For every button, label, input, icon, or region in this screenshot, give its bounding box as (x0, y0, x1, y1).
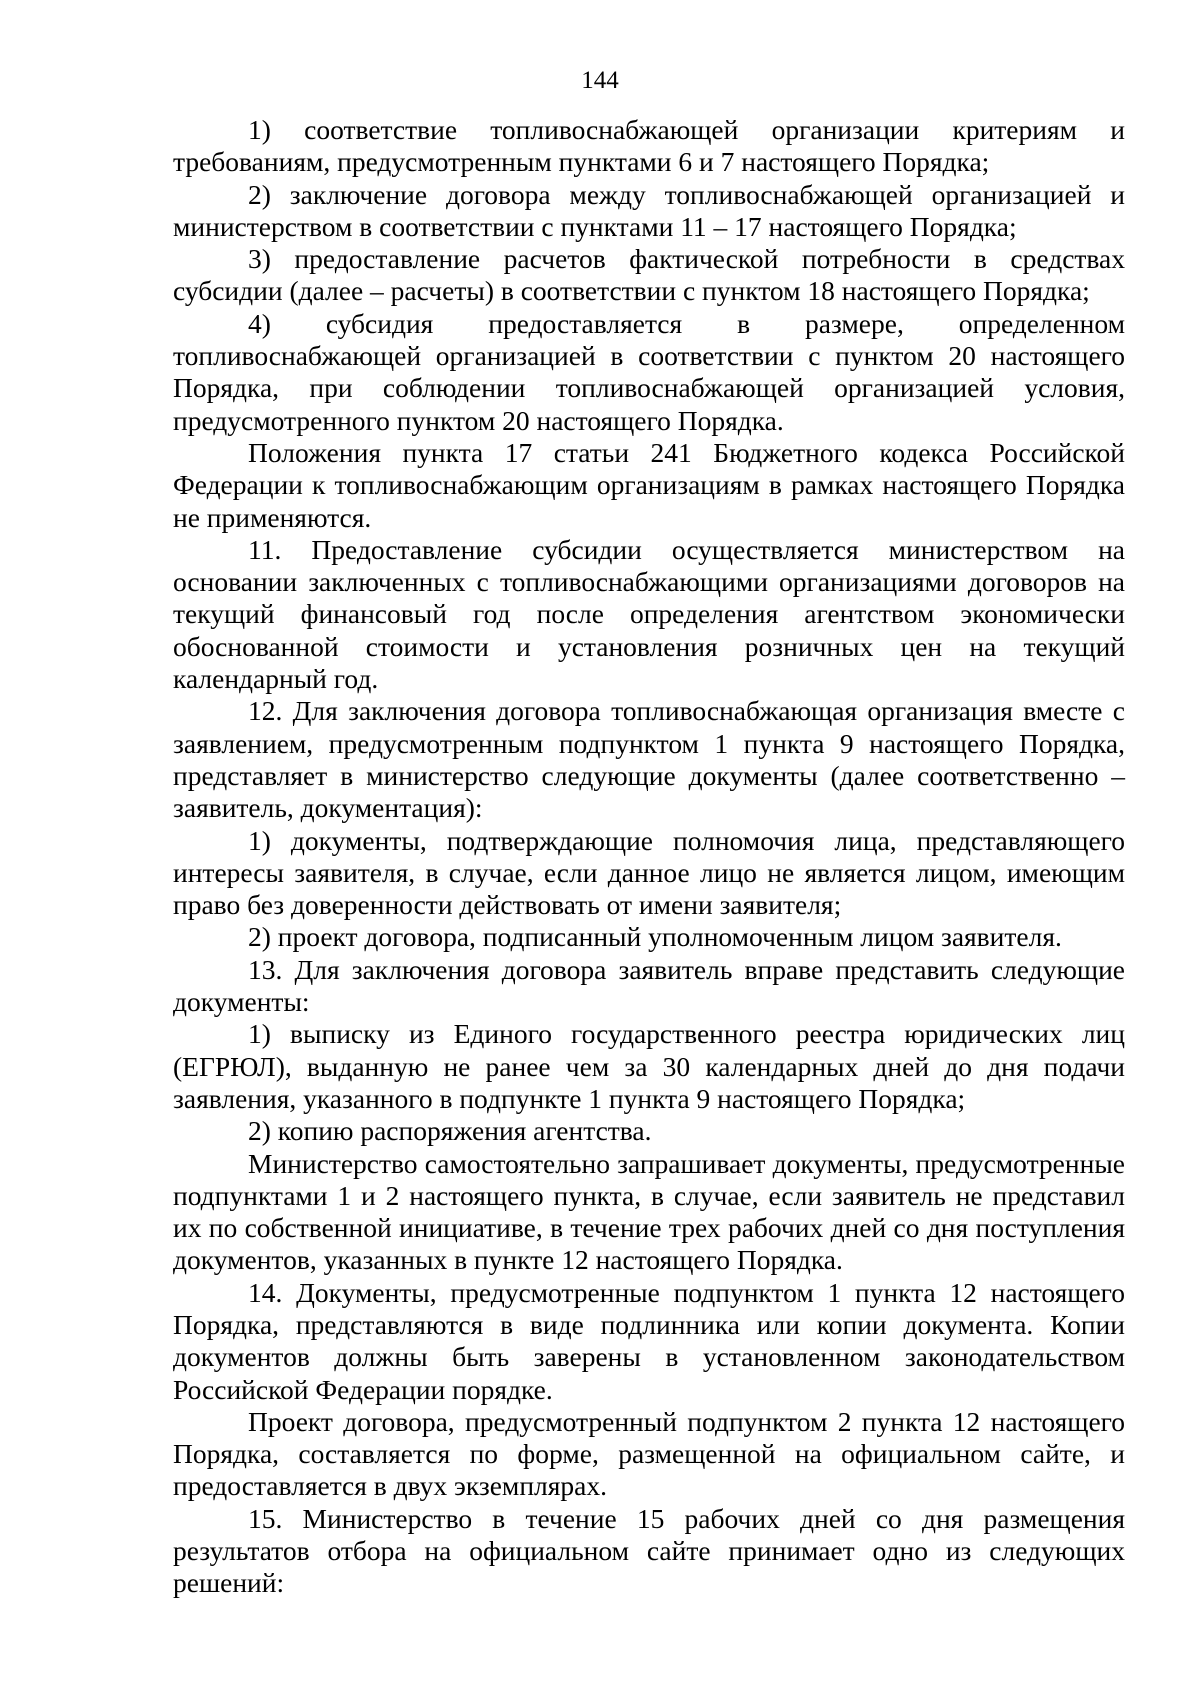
paragraph-subsidy-amount: 4) субсидия предоставляется в размере, определенном топливоснабжающей организацией в соответствии с пунктом 20 настоящего Порядка, при соблюдении топливоснабжающей организацией условия, предусмотренного пунктом 20 настоящего Порядка. (173, 307, 1125, 436)
paragraph-item-15: 15. Министерство в течение 15 рабочих дней со дня размещения результатов отбора на официальном сайте принимает одно из следующих решений: (173, 1502, 1125, 1599)
document-body (173, 114, 1125, 1600)
paragraph-calculations: 3) предоставление расчетов фактической потребности в средствах субсидии (далее – расчеты) в соответствии с пунктом 18 настоящего Порядка; (173, 243, 1125, 307)
paragraph-item-13: 13. Для заключения договора заявитель вправе представить следующие документы: (173, 953, 1125, 1018)
paragraph-contract-conclusion: 2) заключение договора между топливоснабжающей организацией и министерством в соответствии с пунктами 11 – 17 настоящего Порядка; (173, 178, 1125, 242)
paragraph-item-12-sub-2: 2) проект договора, подписанный уполномоченным лицом заявителя. (248, 921, 1062, 953)
paragraph-budget-code-provisions: Положения пункта 17 статьи 241 Бюджетного кодекса Российской Федерации к топливоснабжающим организациям в рамках настоящего Порядка не применяются. (173, 436, 1125, 533)
paragraph-contract-draft: Проект договора, предусмотренный подпунктом 2 пункта 12 настоящего Порядка, составляется по форме, размещенной на официальном сайте, и предоставляется в двух экземплярах. (173, 1405, 1125, 1502)
paragraph-item-12-sub-1: 1) документы, подтверждающие полномочия лица, представляющего интересы заявителя, в случае, если данное лицо не является лицом, имеющим право без доверенности действовать от имени заявителя; (173, 824, 1125, 921)
paragraph-item-11: 11. Предоставление субсидии осуществляется министерством на основании заключенных с топливоснабжающими организациями договоров на текущий финансовый год после определения агентством экономически обоснованной стоимости и установления розничных цен на текущий календарный год. (173, 533, 1125, 695)
paragraph-item-13-sub-2: 2) копию распоряжения агентства. (248, 1115, 652, 1147)
paragraph-item-14: 14. Документы, предусмотренные подпунктом 1 пункта 12 настоящего Порядка, представляются в виде подлинника или копии документа. Копии документов должны быть заверены в установленном законодательством Российской Федерации порядке. (173, 1276, 1125, 1405)
paragraph-criteria-compliance: 1) соответствие топливоснабжающей организации критериям и требованиям, предусмотренным пунктами 6 и 7 настоящего Порядка; (173, 114, 1125, 178)
paragraph-ministry-requests: Министерство самостоятельно запрашивает документы, предусмотренные подпунктами 1 и 2 настоящего пункта, в случае, если заявитель не представил их по собственной инициативе, в течение трех рабочих дней со дня поступления документов, указанных в пункте 12 настоящего Порядка. (173, 1147, 1125, 1276)
paragraph-item-12: 12. Для заключения договора топливоснабжающая организация вместе с заявлением, предусмотренным подпунктом 1 пункта 9 настоящего Порядка, представляет в министерство следующие документы (далее соответственно – заявитель, документация): (173, 695, 1125, 824)
paragraph-item-13-sub-1: 1) выписку из Единого государственного реестра юридических лиц (ЕГРЮЛ), выданную не ранее чем за 30 календарных дней до дня подачи заявления, указанного в подпункте 1 пункта 9 настоящего Порядка; (173, 1018, 1125, 1114)
page-number: 144 (581, 67, 619, 94)
